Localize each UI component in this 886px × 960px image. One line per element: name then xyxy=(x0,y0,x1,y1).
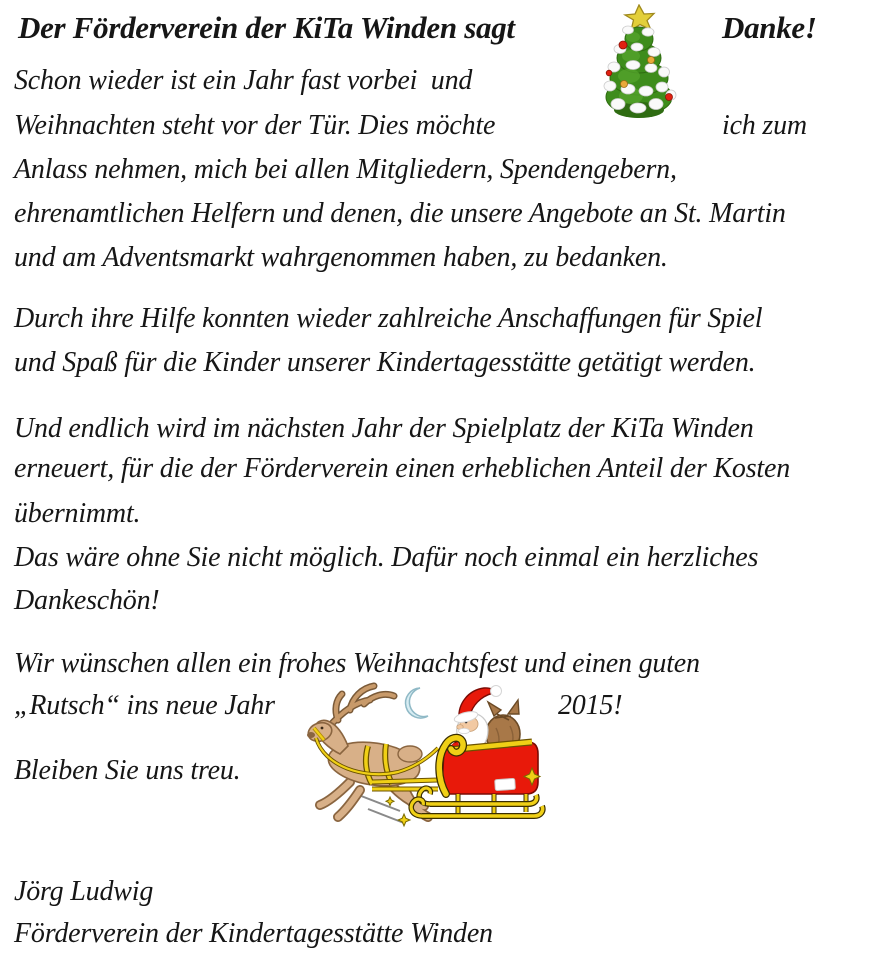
body-line: Dankeschön! xyxy=(14,585,160,616)
body-line: Durch ihre Hilfe konnten wieder zahlreiche Anschaffungen für Spiel xyxy=(14,303,763,334)
body-line: erneuert, für die der Förderverein einen erheblichen Anteil der Kosten xyxy=(14,453,791,484)
body-line: und Spaß für die Kinder unserer Kindertagesstätte getätigt werden. xyxy=(14,347,756,378)
body-line: übernimmt. xyxy=(14,498,141,529)
body-line: und am Adventsmarkt wahrgenommen haben, zu bedanken. xyxy=(14,242,668,273)
signature-name: Jörg Ludwig xyxy=(14,876,154,907)
letter-heading-danke: Danke! xyxy=(722,10,817,45)
christmas-tree-icon xyxy=(587,4,693,124)
body-line: Das wäre ohne Sie nicht möglich. Dafür noch einmal ein herzliches xyxy=(14,542,759,573)
body-line: Weihnachten steht vor der Tür. Dies möchte xyxy=(14,110,496,141)
body-line: Schon wieder ist ein Jahr fast vorbei und xyxy=(14,65,473,96)
letter-heading: Der Förderverein der KiTa Winden sagt xyxy=(18,10,515,45)
body-line: ehrenamtlichen Helfern und denen, die unsere Angebote an St. Martin xyxy=(14,198,786,229)
body-line: ich zum xyxy=(722,110,807,141)
motion-lines xyxy=(356,794,404,823)
signature-organization: Förderverein der Kindertagesstätte Winden xyxy=(14,918,493,949)
sleigh-icon xyxy=(411,738,542,816)
body-line: „Rutsch“ ins neue Jahr xyxy=(14,690,275,721)
body-line: Wir wünschen allen ein frohes Weihnachtsfest und einen guten xyxy=(14,648,700,679)
body-line: Und endlich wird im nächsten Jahr der Spielplatz der KiTa Winden xyxy=(14,413,754,444)
moon-icon xyxy=(406,688,428,718)
christmas-tree-image xyxy=(587,4,693,129)
body-line: Anlass nehmen, mich bei allen Mitgliedern, Spendengebern, xyxy=(14,154,677,185)
closing-line: Bleiben Sie uns treu. xyxy=(14,755,241,786)
body-line: 2015! xyxy=(558,690,623,721)
santa-sleigh-image xyxy=(298,676,548,839)
santa-sleigh-icon xyxy=(298,676,548,834)
